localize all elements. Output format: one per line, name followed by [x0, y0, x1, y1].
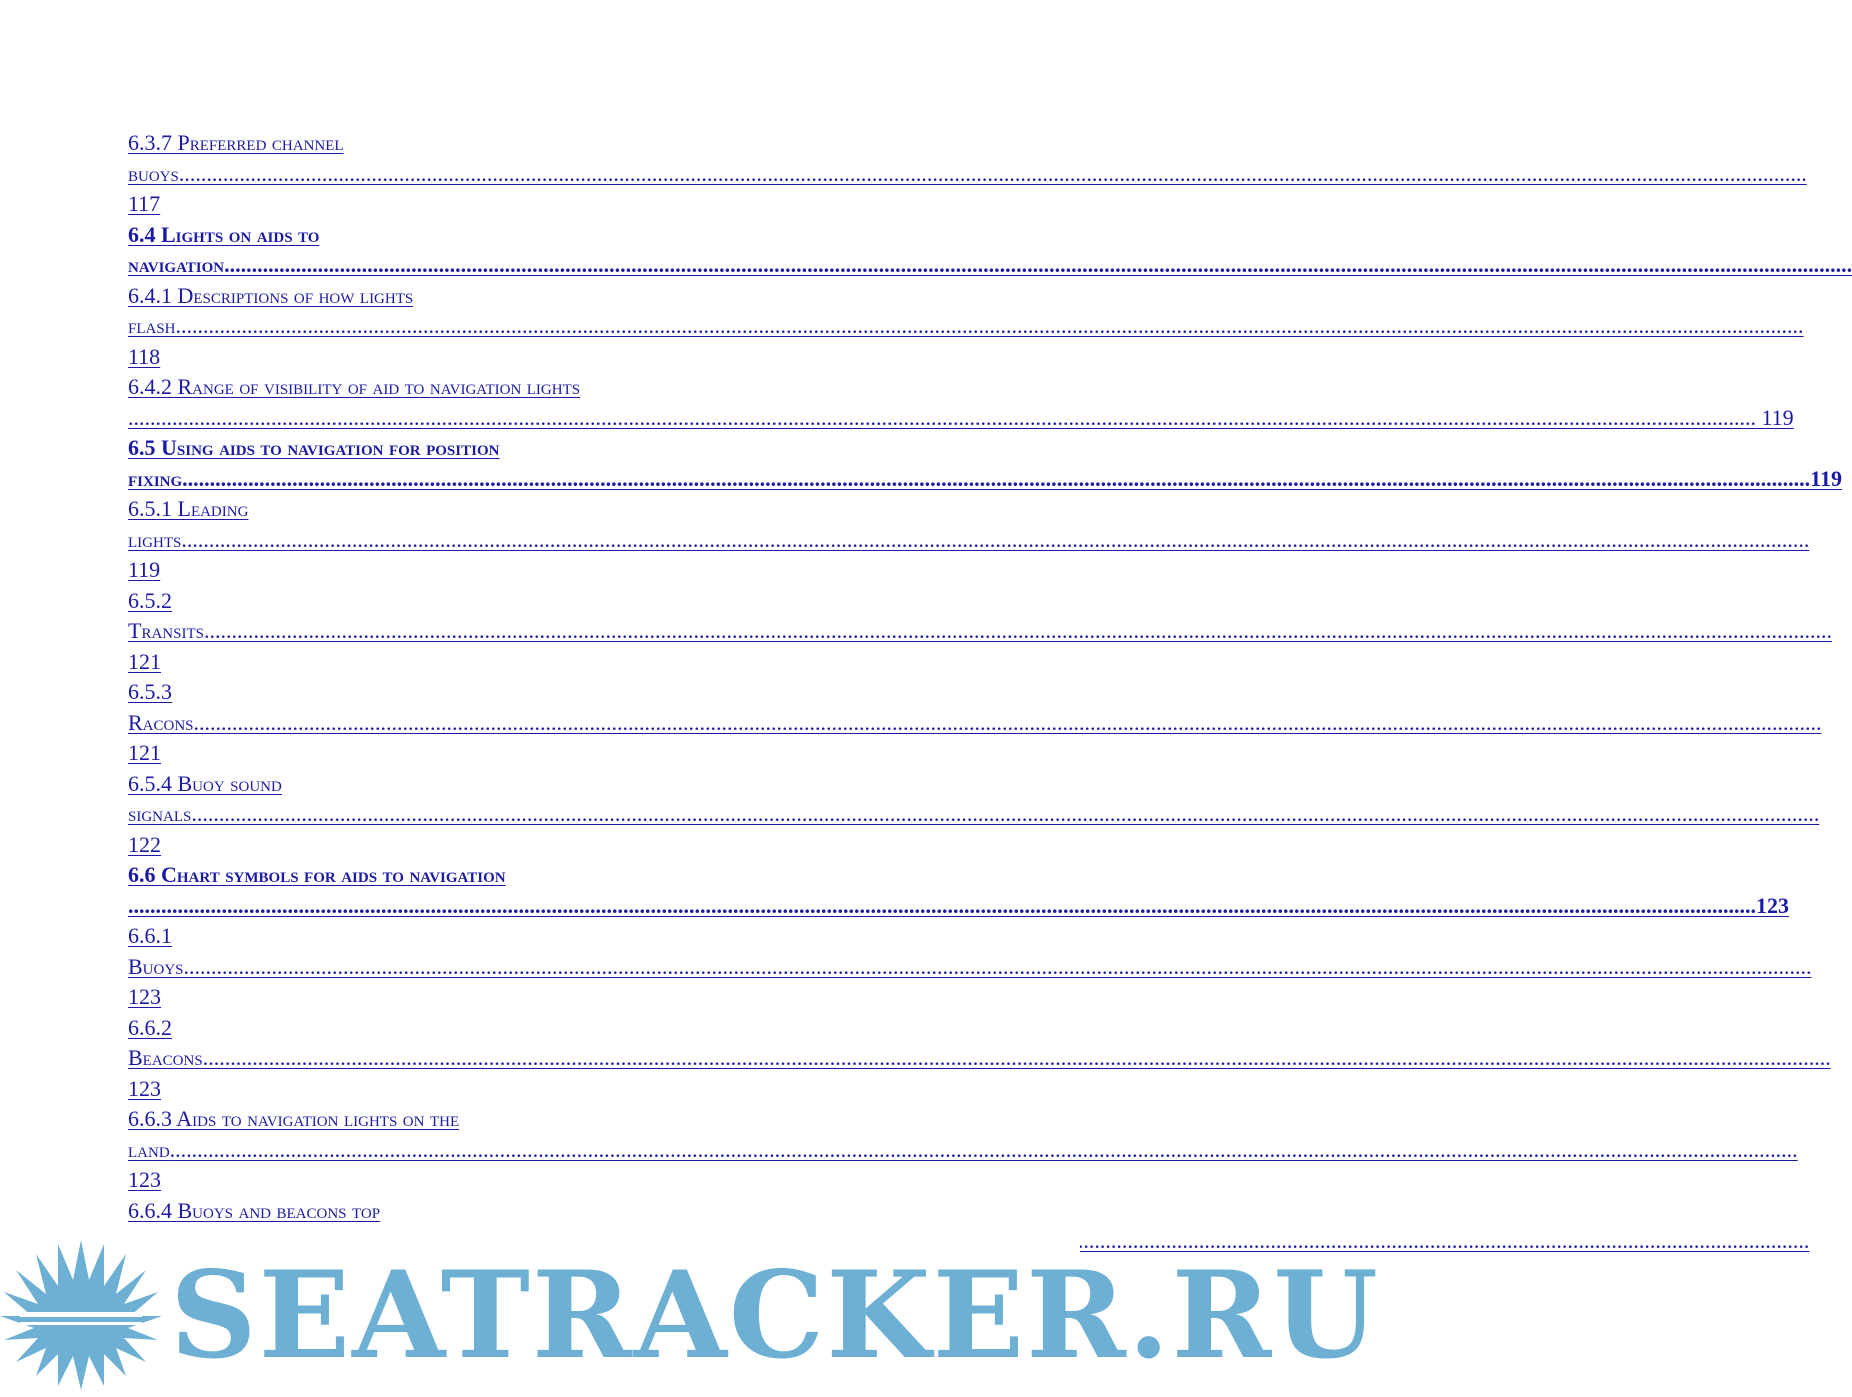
dot-leader — [182, 464, 1810, 495]
watermark-text: SEATRACKER.RU — [170, 1245, 1380, 1386]
toc-link-6-4-2-cont[interactable] — [128, 403, 1794, 434]
toc-link-6-5[interactable]: 6.5 Using aids to navigation for position — [128, 435, 500, 460]
toc-page-number[interactable]: 117 — [128, 191, 161, 216]
toc-page-number[interactable]: 123 — [128, 984, 161, 1009]
toc-link-6-6-3[interactable]: 6.6.3 Aids to navigation lights on the — [128, 1106, 460, 1131]
toc-page-number: 119 — [1761, 404, 1794, 430]
toc-entry-text: buoys — [128, 160, 179, 186]
toc-page-number[interactable]: 121 — [128, 648, 161, 674]
sun-icon — [0, 1240, 162, 1390]
toc-link-6-5-2[interactable]: 6.5.2 — [128, 587, 172, 613]
dot-leader — [176, 311, 1804, 342]
dot-leader — [184, 952, 1812, 983]
toc-page-number[interactable]: 121 — [128, 740, 161, 765]
toc-link-6-6-2-cont[interactable] — [128, 1043, 954, 1074]
toc-link-6-6-3-cont[interactable] — [128, 1135, 954, 1166]
toc-link-6-4-2[interactable]: 6.4.2 Range of visibility of aid to navigation lights — [128, 374, 581, 399]
dot-leader — [170, 1135, 1798, 1166]
toc-entry-text: land — [128, 1136, 170, 1162]
toc-link-6-5-1-cont[interactable] — [128, 525, 954, 556]
toc-link-6-6-4[interactable]: 6.6.4 Buoys and beacons top — [128, 1197, 381, 1223]
toc-link-6-6[interactable]: 6.6 Chart symbols for aids to navigation — [128, 862, 506, 887]
dot-leader — [191, 799, 1819, 830]
watermark-banner — [0, 1236, 1380, 1397]
toc-link-6-5-4-cont[interactable] — [128, 799, 954, 830]
toc-link-6-5-3-cont[interactable] — [128, 708, 954, 739]
toc-page-number[interactable]: 122 — [128, 831, 161, 857]
toc-entry-text: lights — [128, 526, 182, 552]
toc-link-6-4-1-cont[interactable] — [128, 311, 954, 342]
toc-link-6-4-1[interactable]: 6.4.1 Descriptions of how lights — [128, 282, 414, 308]
dot-leader — [203, 1043, 1831, 1074]
table-of-contents — [128, 128, 1842, 1257]
toc-link-6-4[interactable]: 6.4 Lights on aids to — [128, 221, 320, 247]
toc-entry-text: fixing — [128, 465, 183, 491]
toc-entry-text: Beacons — [128, 1045, 203, 1070]
toc-link-6-3-7[interactable]: 6.3.7 Preferred channel — [128, 130, 344, 155]
dot-leader — [224, 250, 1852, 281]
toc-link-6-5-1[interactable]: 6.5.1 Leading — [128, 496, 249, 521]
dot-leader — [181, 525, 1809, 556]
toc-entry-text: Racons — [128, 709, 194, 735]
toc-link-6-3-7-cont[interactable] — [128, 159, 954, 190]
toc-page-number[interactable]: 119 — [128, 557, 161, 582]
toc-page-number[interactable]: 118 — [128, 343, 161, 369]
toc-entry-text: Buoys — [128, 953, 184, 979]
toc-link-6-5-4[interactable]: 6.5.4 Buoy sound — [128, 770, 282, 796]
toc-page-number: 123 — [1756, 892, 1789, 918]
dot-leader — [128, 891, 1756, 922]
dot-leader — [194, 708, 1822, 739]
toc-entry-text: signals — [128, 801, 192, 826]
toc-link-6-5-2-cont[interactable] — [128, 616, 954, 647]
toc-page-number[interactable]: 123 — [128, 1075, 161, 1101]
toc-page-number[interactable]: 123 — [128, 1167, 161, 1192]
toc-link-6-4-cont[interactable] — [128, 250, 954, 281]
dot-leader — [128, 403, 1756, 434]
toc-link-6-6-2[interactable]: 6.6.2 — [128, 1014, 172, 1040]
toc-entry-text: navigation — [128, 252, 225, 277]
toc-link-6-6-1[interactable]: 6.6.1 — [128, 923, 172, 948]
toc-link-6-5-3[interactable]: 6.5.3 — [128, 679, 172, 704]
dot-leader — [179, 159, 1807, 190]
toc-entry-text: flash — [128, 313, 176, 338]
toc-link-6-5-cont[interactable] — [128, 464, 1842, 495]
toc-link-6-6-1-cont[interactable] — [128, 952, 954, 983]
toc-page-number: 119 — [1810, 465, 1842, 491]
dot-leader — [204, 616, 1832, 647]
toc-entry-text: Transits — [128, 618, 204, 643]
toc-link-6-6-cont[interactable] — [128, 891, 1789, 922]
